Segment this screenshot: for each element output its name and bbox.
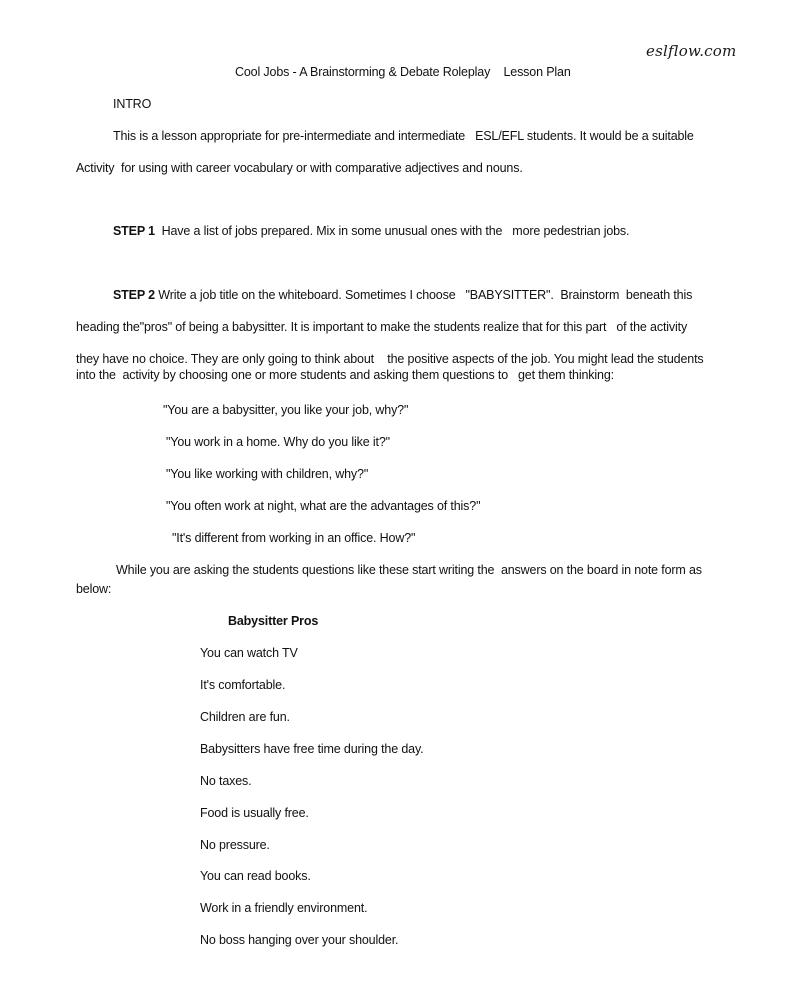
intro-line-2: Activity for using with career vocabulary or with comparative adjectives and nouns. [76, 161, 523, 175]
pros-item: Food is usually free. [200, 806, 309, 820]
intro-heading: INTRO [113, 97, 152, 111]
step2-first-line [113, 287, 692, 303]
pros-item: No taxes. [200, 774, 252, 788]
document-title: Cool Jobs - A Brainstorming & Debate Roleplay Lesson Plan [235, 65, 571, 79]
pros-item: No boss hanging over your shoulder. [200, 933, 399, 947]
step2-line-3: they have no choice. They are only going to think about the positive aspects of the job. You might lead the students [76, 352, 704, 366]
pros-item: Children are fun. [200, 710, 290, 724]
question-5: "It's different from working in an office. How?" [172, 531, 416, 545]
step1-label: STEP 1 [113, 224, 155, 238]
pros-item: No pressure. [200, 838, 270, 852]
pros-item: Babysitters have free time during the day. [200, 742, 424, 756]
question-2: "You work in a home. Why do you like it?" [166, 435, 390, 449]
question-3: "You like working with children, why?" [166, 467, 369, 481]
step1-paragraph [113, 223, 629, 239]
question-4: "You often work at night, what are the advantages of this?" [166, 499, 481, 513]
pros-item: It's comfortable. [200, 678, 286, 692]
follow-up-line-1: While you are asking the students questions like these start writing the answers on the board in note form as [116, 563, 702, 577]
intro-line-1: This is a lesson appropriate for pre-intermediate and intermediate ESL/EFL students. It would be a suitable [113, 129, 694, 143]
step2-line-4: into the activity by choosing one or more students and asking them questions to get them thinking: [76, 368, 614, 382]
step2-line-2: heading the"pros" of being a babysitter. It is important to make the students realize that for this part of the activity [76, 320, 688, 334]
question-1: "You are a babysitter, you like your job, why?" [163, 403, 409, 417]
pros-item: Work in a friendly environment. [200, 901, 368, 915]
pros-item: You can watch TV [200, 646, 298, 660]
step2-text: Write a job title on the whiteboard. Sometimes I choose "BABYSITTER". Brainstorm beneath this [154, 288, 693, 302]
follow-up-line-2: below: [76, 582, 112, 596]
pros-heading: Babysitter Pros [228, 614, 319, 628]
pros-item: You can read books. [200, 869, 311, 883]
brand-watermark: eslflow.com [646, 42, 737, 60]
step1-text: Have a list of jobs prepared. Mix in some unusual ones with the more pedestrian jobs. [154, 224, 630, 238]
step2-label: STEP 2 [113, 288, 155, 302]
